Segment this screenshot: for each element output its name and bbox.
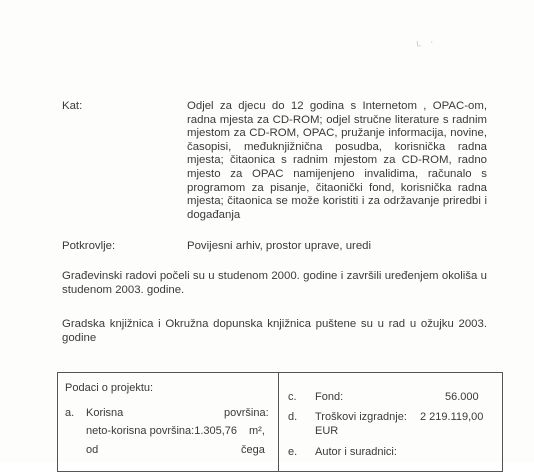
section-label-potkrovlje: Potkrovlje: bbox=[62, 240, 116, 252]
right-row-marker-e: e. bbox=[288, 446, 298, 458]
left-row-a-value: površina: bbox=[224, 407, 269, 419]
right-row-cost-value: 2 219.119,00 bbox=[420, 411, 484, 423]
right-row-cost-label: Troškovi izgradnje: bbox=[315, 411, 407, 423]
right-row-fond-label: Fond: bbox=[315, 391, 344, 403]
paragraph-construction: Građevinski radovi počeli su u studenom 2000. godine i završili uređenjem okoliša u studenom 2003. godine. bbox=[62, 270, 487, 296]
section-description-potkrovlje bbox=[187, 240, 487, 254]
left-row-net-area-unit: m², bbox=[249, 425, 265, 437]
left-row-of-which: od bbox=[86, 444, 99, 456]
left-row-a-text: Korisna bbox=[86, 407, 124, 419]
right-row-currency: EUR bbox=[315, 425, 339, 437]
section-description-kat-text: Odjel za djecu do 12 godina s Internetom , OPAC-om, radna mjesta za CD-ROM; odjel stručne literature s radnim mjestom za CD-ROM, OPAC, pružanje informacija, novine, časopisi, međuknjižnična posudba, korisnička radna mjesta; čitaonica s radnim mjestom za CD-ROM, radno mjesto za OPAC namijenjeno invalidima, računalo s programom za pisanje, čitaonički fond, korisnička radna mjesta; čitaonica se može koristiti i za održavanje priredbi i događanja bbox=[187, 100, 487, 221]
table-column-divider bbox=[278, 373, 279, 471]
left-row-net-area: neto-korisna površina:1.305,76 bbox=[86, 425, 238, 437]
right-row-author-label: Autor i suradnici: bbox=[315, 446, 397, 458]
right-row-marker-d: d. bbox=[288, 411, 298, 423]
left-row-marker-a: a. bbox=[65, 407, 75, 419]
project-heading: Podaci o projektu: bbox=[65, 382, 154, 394]
right-row-fond-value: 56.000 bbox=[445, 391, 479, 403]
project-data-table bbox=[57, 372, 503, 472]
scan-smudge: ʟ · bbox=[415, 37, 437, 50]
section-description-kat bbox=[187, 100, 487, 222]
paragraph-opening: Gradska knjižnica i Okružna dopunska knjižnica puštene su u rad u ožujku 2003. godine bbox=[62, 318, 487, 344]
left-row-of-which-cont: čega bbox=[241, 444, 265, 456]
right-row-marker-c: c. bbox=[288, 391, 297, 403]
section-label-kat: Kat: bbox=[62, 100, 83, 112]
section-description-potkrovlje-text: Povijesni arhiv, prostor uprave, uredi bbox=[187, 240, 372, 252]
